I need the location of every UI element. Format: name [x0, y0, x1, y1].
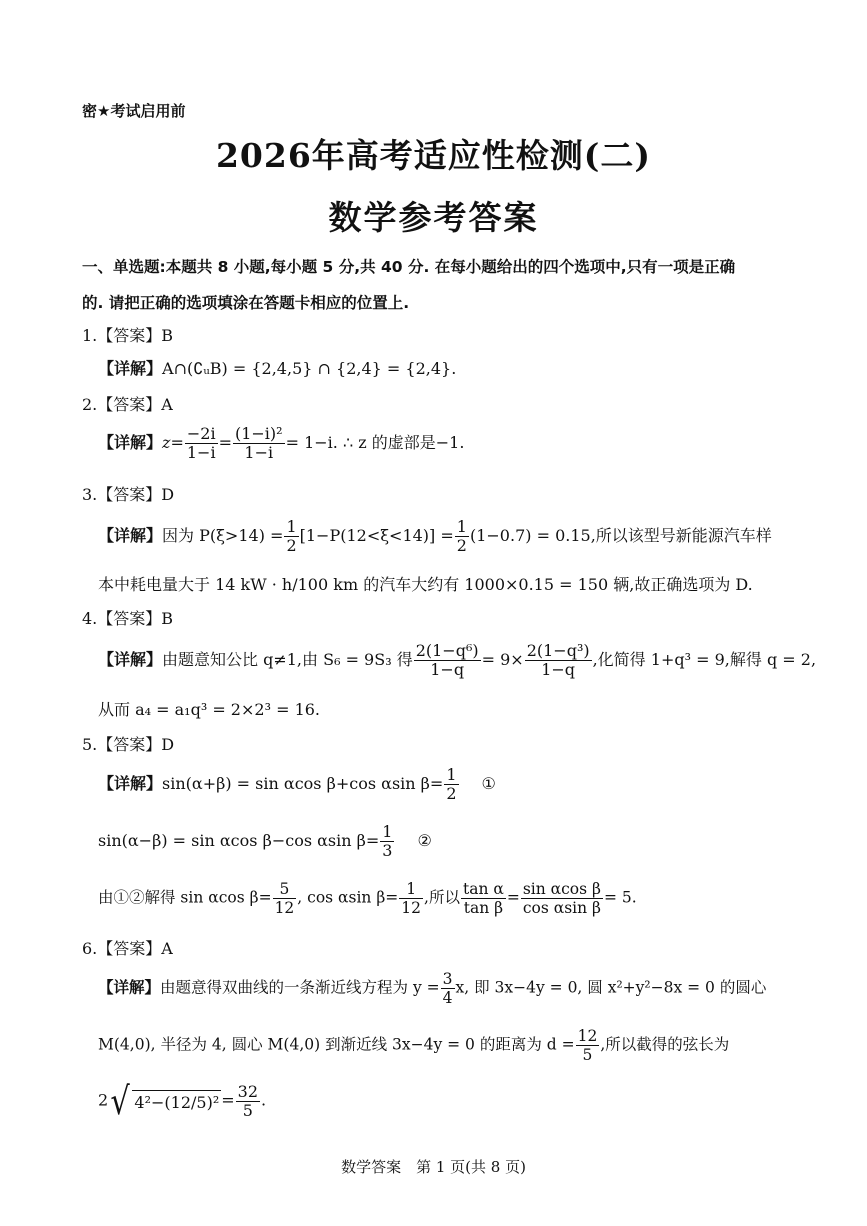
q5-answer: 5.【答案】D — [82, 735, 175, 754]
denominator: cos αsin β — [522, 899, 601, 917]
q6-l1a: 由题意得双曲线的一条渐近线方程为 y = — [160, 978, 440, 997]
q4-pre: 由题意知公比 q≠1,由 S₆ = 9S₃ 得 — [162, 650, 413, 669]
numerator: −2i — [186, 424, 216, 443]
q3-detail-line2: 本中耗电量大于 14 kW · h/100 km 的汽车大约有 1000×0.15 = 150 辆,故正确选项为 D. — [98, 575, 753, 594]
q6-detail — [98, 970, 766, 1007]
numerator: 3 — [442, 970, 453, 988]
denominator: 4 — [442, 989, 453, 1007]
numerator: 5 — [273, 880, 297, 899]
equation-marker-1: ① — [481, 774, 496, 793]
fraction — [236, 1083, 260, 1120]
fraction — [441, 970, 455, 1007]
q6-coef: 2 — [98, 1090, 109, 1110]
denominator: 1−i — [244, 443, 274, 462]
section-heading-line2: 的. 请把正确的选项填涂在答题卡相应的位置上. — [82, 294, 410, 312]
denominator: 1−q — [541, 660, 576, 679]
detail-label: 【详解】 — [98, 526, 163, 545]
q4-detail-line2: 从而 a₄ = a₁q³ = 2×2³ = 16. — [98, 700, 321, 719]
sqrt-icon: √ — [110, 1079, 130, 1123]
fraction — [399, 880, 423, 917]
q6-l2a: M(4,0), 半径为 4, 圆心 M(4,0) 到渐近线 3x−4y = 0 的距离为 d = — [98, 1035, 575, 1054]
equation-marker-2: ② — [417, 831, 432, 850]
q6-l1b: x, 即 3x−4y = 0, 圆 x²+y²−8x = 0 的圆心 — [455, 978, 767, 997]
q2-detail — [98, 425, 464, 462]
q3-post: (1−0.7) = 0.15,所以该型号新能源汽车样 — [469, 526, 772, 545]
denominator: 2 — [286, 536, 297, 555]
q5-solution — [98, 880, 637, 917]
detail-label: 【详解】 — [98, 359, 163, 378]
fraction — [185, 425, 218, 462]
q1-answer: 1.【答案】B — [82, 326, 174, 345]
q4-post: ,化简得 1+q³ = 9,解得 q = 2, — [592, 650, 817, 669]
detail-label: 【详解】 — [98, 978, 161, 997]
numerator: 1 — [286, 517, 297, 536]
denominator: 2 — [446, 784, 457, 803]
radicand: 4²−(12/5)² — [132, 1090, 221, 1112]
q5-l2-pre: sin(α−β) = sin αcos β−cos αsin β= — [98, 831, 380, 850]
fraction — [521, 880, 603, 917]
numerator: 2(1−q³) — [526, 641, 590, 660]
detail-label: 【详解】 — [98, 774, 163, 793]
fraction — [455, 518, 469, 555]
answer-key-title: 数学参考答案 — [328, 198, 539, 237]
numerator: 1 — [446, 765, 457, 784]
q4-answer: 4.【答案】B — [82, 609, 174, 628]
q2-pre: z= — [162, 433, 184, 452]
q5-l1-pre: sin(α+β) = sin αcos β+cos αsin β= — [162, 774, 444, 793]
equals: = — [218, 433, 232, 452]
denominator: 5 — [582, 1046, 593, 1064]
q3-pre: 因为 P(ξ>14) = — [162, 526, 284, 545]
fraction — [444, 766, 458, 803]
numerator: (1−i)² — [234, 424, 283, 443]
numerator: 12 — [577, 1027, 598, 1045]
numerator: 32 — [237, 1081, 258, 1101]
q5-l3c: ,所以 — [424, 888, 460, 907]
numerator: tan α — [462, 880, 504, 898]
section-heading-line1: 一、单选题:本题共 8 小题,每小题 5 分,共 40 分. 在每小题给出的四个选项中,只有一项是正确 — [82, 258, 736, 276]
detail-label: 【详解】 — [98, 433, 163, 452]
q5-l3a: 由①②解得 sin αcos β= — [98, 888, 272, 907]
q6-chord-length — [98, 1079, 267, 1123]
q3-mid: [1−P(12<ξ<14)] = — [299, 526, 454, 545]
q5-equation-1 — [98, 766, 496, 803]
q1-detail — [98, 356, 456, 379]
q4-mid: = 9× — [481, 650, 524, 669]
denominator: 1−q — [430, 660, 465, 679]
denominator: 2 — [456, 536, 467, 555]
fraction — [284, 518, 298, 555]
numerator: 2(1−q⁶) — [415, 641, 479, 660]
fraction — [233, 425, 285, 462]
q5-l3b: , cos αsin β= — [297, 888, 399, 907]
denominator: 12 — [401, 899, 422, 917]
q6-detail-line2 — [98, 1027, 729, 1064]
fraction — [273, 880, 297, 917]
q6-answer: 6.【答案】A — [82, 939, 173, 958]
confidential-label: 密★考试启用前 — [82, 102, 186, 120]
denominator: 3 — [382, 841, 393, 860]
exam-title: 2026年高考适应性检测(二) — [215, 136, 652, 175]
denominator: 1−i — [186, 443, 216, 462]
fraction — [461, 880, 506, 917]
detail-label: 【详解】 — [98, 650, 163, 669]
denominator: tan β — [463, 899, 504, 917]
fraction — [576, 1027, 600, 1064]
q6-end: . — [261, 1090, 267, 1110]
q6-l2b: ,所以截得的弦长为 — [600, 1035, 730, 1054]
equals: = — [506, 888, 520, 907]
q4-detail — [98, 642, 816, 679]
denominator: 5 — [242, 1100, 253, 1120]
q2-answer: 2.【答案】A — [82, 395, 173, 414]
q5-equation-2 — [98, 823, 432, 860]
denominator: 12 — [274, 899, 295, 917]
fraction — [414, 642, 481, 679]
fraction — [380, 823, 394, 860]
numerator: 1 — [399, 880, 423, 899]
q3-detail — [98, 518, 772, 555]
q1-detail-text: A∩(∁ᵤB) = {2,4,5} ∩ {2,4} = {2,4}. — [162, 359, 457, 378]
fraction — [525, 642, 592, 679]
q5-l3e: = 5. — [603, 888, 637, 907]
q2-post: = 1−i. ∴ z 的虚部是−1. — [285, 433, 465, 452]
numerator: 1 — [382, 822, 393, 841]
page-footer: 数学答案 第 1 页(共 8 页) — [341, 1158, 526, 1176]
q3-answer: 3.【答案】D — [82, 485, 175, 504]
equals: = — [221, 1090, 235, 1110]
numerator: sin αcos β — [522, 880, 601, 898]
numerator: 1 — [456, 517, 467, 536]
